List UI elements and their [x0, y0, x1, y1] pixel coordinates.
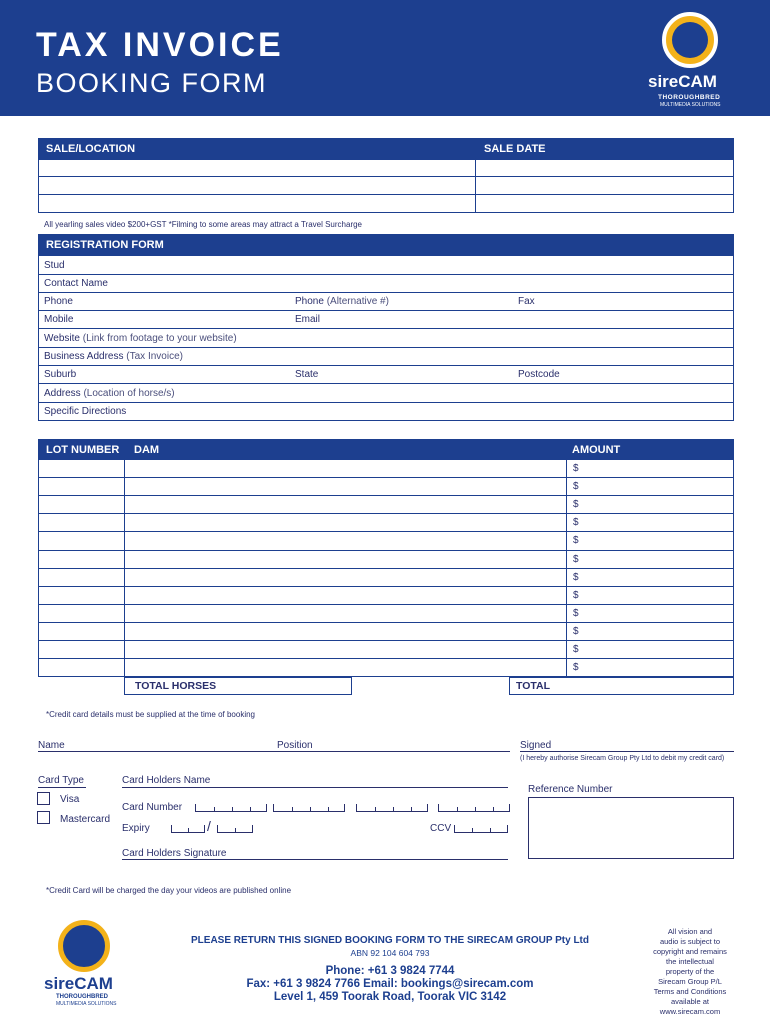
phone-alt-field[interactable]: Phone (Alternative #) — [295, 296, 389, 307]
card-note: *Credit card details must be supplied at the time of booking — [46, 710, 256, 719]
name-label: Name — [38, 740, 65, 751]
lot-number-cell[interactable] — [39, 551, 124, 567]
dam-cell[interactable] — [125, 587, 566, 603]
amount-cell[interactable]: $ — [573, 499, 579, 510]
card-holder-name-label: Card Holders Name — [122, 775, 211, 786]
ccv-input[interactable] — [454, 825, 508, 833]
dam-cell[interactable] — [125, 641, 566, 657]
amount-cell[interactable]: $ — [573, 535, 579, 546]
mastercard-checkbox[interactable] — [37, 811, 50, 824]
page-title: TAX INVOICE — [36, 26, 284, 64]
amount-cell[interactable]: $ — [573, 517, 579, 528]
horse-head-icon — [58, 920, 110, 972]
card-holder-signature-line[interactable] — [122, 859, 508, 860]
dam-cell[interactable] — [125, 659, 566, 675]
authorise-note: (I hereby authorise Sirecam Group Pty Ltd to debit my credit card) — [520, 755, 725, 762]
lot-number-cell[interactable] — [39, 569, 124, 585]
footer-logo — [40, 918, 130, 1008]
copyright-line: All vision and — [667, 927, 713, 936]
lot-number-cell[interactable] — [39, 532, 124, 548]
reference-number-label: Reference Number — [528, 784, 613, 795]
sale-location-field-3[interactable] — [39, 195, 475, 212]
copyright-line: Sirecam Group P/L — [658, 977, 722, 986]
dam-cell[interactable] — [125, 514, 566, 530]
amount-cell[interactable]: $ — [573, 626, 579, 637]
sale-location-header: SALE/LOCATION — [46, 143, 136, 155]
contact-phone: Phone: +61 3 9824 7744 — [325, 965, 455, 977]
copyright-line: Terms and Conditions — [653, 987, 727, 996]
dam-cell[interactable] — [125, 496, 566, 512]
total-label: TOTAL — [516, 680, 551, 692]
dam-cell[interactable] — [125, 460, 566, 476]
copyright-line: www.sirecam.com — [659, 1007, 721, 1016]
visa-label: Visa — [60, 794, 80, 805]
website-field[interactable]: Website (Link from footage to your website) — [44, 333, 237, 344]
dam-cell[interactable] — [125, 569, 566, 585]
header-banner — [0, 0, 770, 116]
dam-cell[interactable] — [125, 532, 566, 548]
card-number-label: Card Number — [122, 802, 183, 813]
sale-date-field-2[interactable] — [476, 177, 733, 194]
lot-number-cell[interactable] — [39, 605, 124, 621]
sirecam-logo — [644, 6, 734, 110]
amount-cell[interactable]: $ — [573, 608, 579, 619]
amount-cell[interactable]: $ — [573, 662, 579, 673]
registration-header-bar — [38, 234, 734, 255]
dam-cell[interactable] — [125, 623, 566, 639]
dam-cell[interactable] — [125, 478, 566, 494]
copyright-line: property of the — [665, 967, 715, 976]
logo-tagline-sub: MULTIMEDIA SOLUTIONS — [660, 102, 721, 108]
pricing-note: All yearling sales video $200+GST *Filming to some areas may attract a Travel Surcharge — [44, 220, 362, 229]
card-number-group-4[interactable] — [438, 804, 510, 812]
contact-fax-email: Fax: +61 3 9824 7766 Email: bookings@sirecam.com — [246, 978, 534, 990]
phone-field[interactable]: Phone — [44, 296, 73, 307]
suburb-field[interactable]: Suburb — [44, 369, 77, 380]
signed-line[interactable] — [520, 751, 734, 752]
copyright-line: the intellectual — [666, 957, 714, 966]
lots-header-bar — [38, 439, 734, 459]
state-field[interactable]: State — [295, 369, 319, 380]
contact-name-field[interactable]: Contact Name — [44, 278, 108, 289]
charge-note: *Credit Card will be charged the day your videos are published online — [46, 886, 292, 895]
lot-number-cell[interactable] — [39, 641, 124, 657]
reference-number-box[interactable] — [528, 797, 734, 859]
lot-number-cell[interactable] — [39, 587, 124, 603]
card-number-group-3[interactable] — [356, 804, 428, 812]
postcode-field[interactable]: Postcode — [518, 369, 560, 380]
lot-number-cell[interactable] — [39, 623, 124, 639]
sale-header-bar — [38, 138, 734, 159]
total-horses-label: TOTAL HORSES — [135, 680, 217, 692]
return-instructions: PLEASE RETURN THIS SIGNED BOOKING FORM TO THE SIRECAM GROUP Pty Ltd — [191, 935, 589, 946]
lot-number-header: LOT NUMBER — [46, 444, 120, 456]
dam-header: DAM — [134, 444, 160, 456]
email-field[interactable]: Email — [295, 314, 321, 325]
copyright-notice — [640, 927, 740, 1017]
fax-field[interactable]: Fax — [518, 296, 535, 307]
sale-location-field-1[interactable] — [39, 160, 475, 176]
footer-logo-wordmark: sireCAM — [44, 974, 113, 993]
expiry-year-input[interactable] — [217, 825, 253, 833]
expiry-label: Expiry — [122, 823, 150, 834]
sale-date-field-1[interactable] — [476, 160, 733, 176]
amount-cell[interactable]: $ — [573, 481, 579, 492]
amount-cell[interactable]: $ — [573, 572, 579, 583]
amount-cell[interactable]: $ — [573, 590, 579, 601]
lot-number-cell[interactable] — [39, 460, 124, 476]
mobile-field[interactable]: Mobile — [44, 314, 74, 325]
lot-number-cell[interactable] — [39, 514, 124, 530]
contact-address: Level 1, 459 Toorak Road, Toorak VIC 3142 — [273, 991, 507, 1003]
expiry-month-input[interactable] — [171, 825, 205, 833]
signed-label: Signed — [520, 740, 552, 751]
visa-checkbox[interactable] — [37, 792, 50, 805]
footer-logo-tagline: THOROUGHBRED — [56, 994, 108, 1000]
horse-address-field[interactable]: Address (Location of horse/s) — [44, 388, 175, 399]
stud-field[interactable]: Stud — [44, 260, 65, 271]
copyright-line: audio is subject to — [659, 937, 721, 946]
position-label: Position — [277, 740, 313, 751]
ccv-label: CCV — [430, 823, 452, 834]
card-number-group-2[interactable] — [273, 804, 345, 812]
page-subtitle: BOOKING FORM — [36, 68, 268, 98]
amount-header: AMOUNT — [572, 444, 621, 456]
dam-cell[interactable] — [125, 551, 566, 567]
logo-tagline: THOROUGHBRED — [658, 94, 721, 101]
copyright-line: copyright and remains — [653, 947, 727, 956]
lot-number-cell[interactable] — [39, 478, 124, 494]
directions-field[interactable]: Specific Directions — [44, 406, 127, 417]
lot-number-cell[interactable] — [39, 659, 124, 675]
registration-header: REGISTRATION FORM — [46, 239, 164, 251]
copyright-line: available at — [671, 997, 709, 1006]
mastercard-label: Mastercard — [60, 814, 111, 825]
sale-date-field-3[interactable] — [476, 195, 733, 212]
amount-cell[interactable]: $ — [573, 554, 579, 565]
card-number-group-1[interactable] — [195, 804, 267, 812]
footer-logo-tagline-sub: MULTIMEDIA SOLUTIONS — [56, 1001, 117, 1007]
card-type-label: Card Type — [38, 775, 84, 786]
dam-cell[interactable] — [125, 605, 566, 621]
card-holder-name-line[interactable] — [122, 787, 508, 788]
logo-wordmark: sireCAM — [648, 72, 717, 91]
amount-cell[interactable]: $ — [573, 463, 579, 474]
horse-head-icon — [662, 12, 718, 68]
lot-number-cell[interactable] — [39, 496, 124, 512]
name-position-line[interactable] — [38, 751, 510, 752]
business-address-field[interactable]: Business Address (Tax Invoice) — [44, 351, 183, 362]
amount-cell[interactable]: $ — [573, 644, 579, 655]
abn: ABN 92 104 604 793 — [350, 948, 430, 958]
sale-date-header: SALE DATE — [484, 143, 546, 155]
sale-location-field-2[interactable] — [39, 177, 475, 194]
card-holder-signature-label: Card Holders Signature — [122, 848, 227, 859]
